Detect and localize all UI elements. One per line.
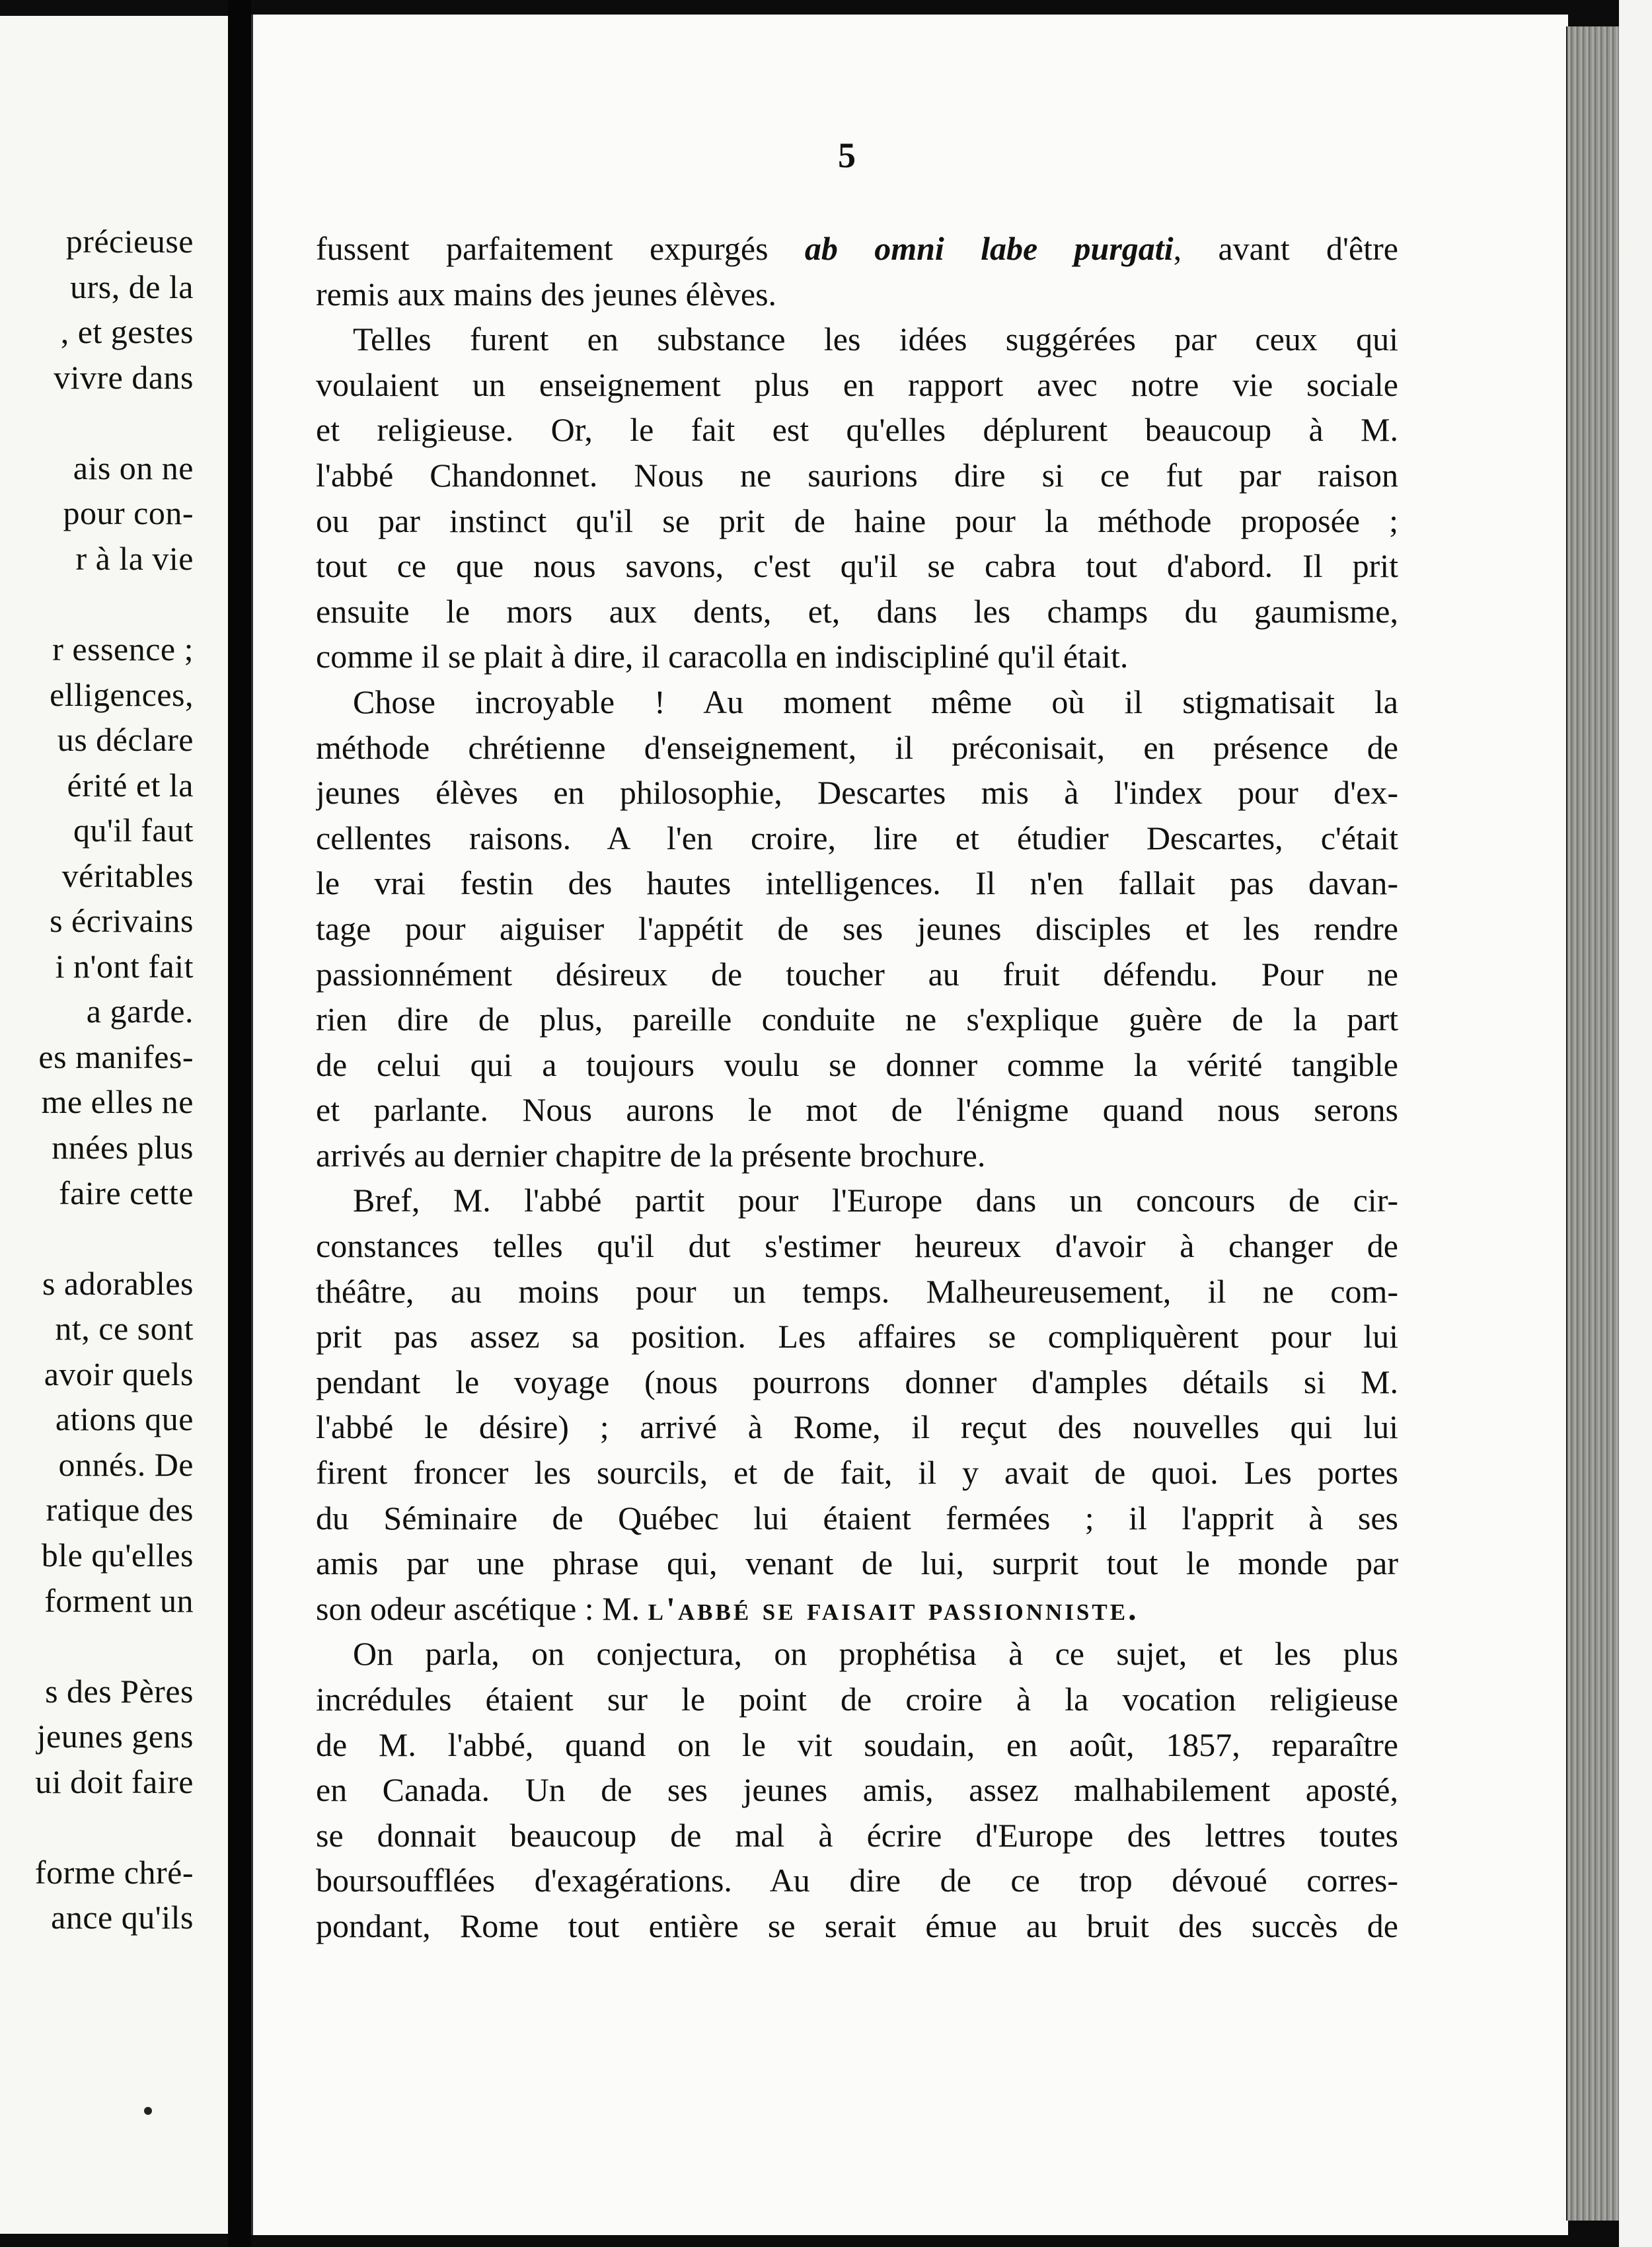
left-page-line: forme chré- <box>34 1853 194 1891</box>
text-run: théâtre, au moins pour un temps. Malheureusement, il ne com- <box>316 1272 1398 1310</box>
text-run: Bref, M. l'abbé partit pour l'Europe dans un concours de cir- <box>353 1182 1398 1219</box>
ink-dot-mark <box>144 2107 152 2115</box>
left-page-line: urs, de la <box>70 268 194 305</box>
text-run: boursoufflées d'exagérations. Au dire de ce trop dévoué corres- <box>316 1862 1398 1899</box>
text-run: l'abbé le désire) ; arrivé à Rome, il reçut des nouvelles qui lui <box>316 1408 1398 1446</box>
book-gutter <box>228 0 251 2247</box>
text-run: son odeur ascétique : M. <box>316 1589 648 1627</box>
text-run: de celui qui a toujours voulu se donner comme la vérité tangible <box>316 1046 1398 1083</box>
text-run: cellentes raisons. A l'en croire, lire et étudier Descartes, c'était <box>316 819 1398 857</box>
left-page-line: s des Pères <box>45 1672 194 1710</box>
text-line <box>316 770 1398 816</box>
left-page-line: nt, ce sont <box>55 1310 194 1348</box>
text-line <box>316 543 1398 589</box>
text-line <box>316 906 1398 952</box>
text-line <box>316 1178 1398 1223</box>
text-run: méthode chrétienne d'enseignement, il préconisait, en présence de <box>316 728 1398 766</box>
text-run: tage pour aiguiser l'appétit de ses jeunes disciples et les rendre <box>316 909 1398 947</box>
text-run: en Canada. Un de ses jeunes amis, assez malhabilement aposté, <box>316 1771 1398 1809</box>
left-page-line: érité et la <box>67 766 194 804</box>
text-run: passionnément désireux de toucher au fruit défendu. Pour ne <box>316 955 1398 993</box>
text-line <box>316 272 1398 317</box>
page-edge-stack <box>1566 26 1620 2221</box>
text-line <box>316 997 1398 1042</box>
text-line <box>316 1722 1398 1768</box>
text-line <box>316 1269 1398 1314</box>
left-page-line: r à la vie <box>75 539 194 577</box>
left-page-line: avoir quels <box>44 1355 194 1392</box>
text-run: incrédules étaient sur le point de croire à la vocation religieuse <box>316 1681 1398 1718</box>
text-line <box>316 952 1398 997</box>
left-page-line: pour con- <box>63 494 194 532</box>
left-page-line: elligences, <box>50 675 194 713</box>
left-page-line: a garde. <box>86 993 194 1030</box>
text-line <box>316 1404 1398 1450</box>
text-run: rien dire de plus, pareille conduite ne s'explique guère de la part <box>316 1001 1398 1038</box>
text-run: se donnait beaucoup de mal à écrire d'Europe des lettres toutes <box>316 1816 1398 1854</box>
text-run: ou par instinct qu'il se prit de haine pour la méthode proposée ; <box>316 502 1398 539</box>
text-run: remis aux mains des jeunes élèves. <box>316 275 777 313</box>
text-run: , avant d'être <box>1173 230 1398 267</box>
latin-phrase: ab omni labe purgati <box>804 230 1174 267</box>
text-line <box>316 1087 1398 1133</box>
left-page-line: ratique des <box>46 1491 194 1529</box>
text-line <box>316 589 1398 634</box>
text-line <box>316 1677 1398 1722</box>
text-run: le vrai festin des hautes intelligences. Il n'en fallait pas davan- <box>316 864 1398 902</box>
text-run: du Séminaire de Québec lui étaient fermées ; il l'apprit à ses <box>316 1499 1398 1537</box>
left-page-line: nnées plus <box>52 1129 194 1166</box>
text-line <box>316 634 1398 679</box>
text-line <box>316 1903 1398 1949</box>
left-page-line: ance qu'ils <box>51 1899 194 1936</box>
text-line <box>316 1314 1398 1359</box>
text-line <box>316 725 1398 771</box>
left-page-line: es manifes- <box>38 1038 194 1075</box>
text-line <box>316 860 1398 906</box>
text-run: l'abbé Chandonnet. Nous ne saurions dire si ce fut par raison <box>316 456 1398 494</box>
text-run: Telles furent en substance les idées suggérées par ceux qui <box>353 321 1398 358</box>
left-page-line: , et gestes <box>60 313 194 351</box>
left-page-line: us déclare <box>57 721 194 759</box>
text-run: de M. l'abbé, quand on le vit soudain, en août, 1857, reparaître <box>316 1726 1398 1763</box>
text-line <box>316 816 1398 861</box>
text-line <box>316 498 1398 544</box>
left-page-line: jeunes gens <box>36 1718 194 1755</box>
small-caps-phrase: l'abbé se faisait passionniste. <box>648 1589 1139 1627</box>
left-page-line: ui doit faire <box>35 1763 194 1800</box>
left-page-line: précieuse <box>65 223 194 260</box>
text-line <box>316 1858 1398 1903</box>
text-run: et parlante. Nous aurons le mot de l'énigme quand nous serons <box>316 1091 1398 1129</box>
text-run: et religieuse. Or, le fait est qu'elles déplurent beaucoup à M. <box>316 411 1398 449</box>
left-page-line: forment un <box>44 1581 194 1619</box>
text-line <box>316 362 1398 408</box>
page-body-text <box>316 226 1398 1949</box>
left-page-line: onnés. De <box>58 1445 194 1483</box>
text-run: pondant, Rome tout entière se serait émue au bruit des succès de <box>316 1907 1398 1944</box>
left-page-line: faire cette <box>59 1174 194 1211</box>
left-page-line: ble qu'elles <box>41 1536 194 1574</box>
page-number: 5 <box>838 135 856 175</box>
text-run: pendant le voyage (nous pourrons donner d'amples détails si M. <box>316 1363 1398 1400</box>
left-page-line: qu'il faut <box>73 812 194 849</box>
left-page-line: r essence ; <box>52 630 194 667</box>
text-line <box>316 1042 1398 1088</box>
text-line <box>316 1496 1398 1541</box>
text-run: amis par une phrase qui, venant de lui, surprit tout le monde par <box>316 1544 1398 1582</box>
text-line <box>316 1813 1398 1858</box>
text-line <box>316 226 1398 272</box>
text-run: comme il se plait à dire, il caracolla en indiscipliné qu'il était. <box>316 638 1129 675</box>
left-page <box>0 16 228 2234</box>
left-page-line: ais on ne <box>73 449 194 486</box>
text-line <box>316 1223 1398 1269</box>
text-line <box>316 1631 1398 1677</box>
left-page-line: s adorables <box>42 1264 194 1302</box>
text-line <box>316 1541 1398 1586</box>
text-run: tout ce que nous savons, c'est qu'il se cabra tout d'abord. Il prit <box>316 547 1398 585</box>
text-run: On parla, on conjectura, on prophétisa à ce sujet, et les plus <box>353 1635 1398 1673</box>
text-run: prit pas assez sa position. Les affaires se compliquèrent pour lui <box>316 1318 1398 1355</box>
text-run: arrivés au dernier chapitre de la présente brochure. <box>316 1136 986 1174</box>
left-page-line: véritables <box>61 857 194 894</box>
left-page-line: me elles ne <box>41 1083 194 1121</box>
text-line <box>316 1450 1398 1496</box>
left-page-line: vivre dans <box>54 358 194 396</box>
text-line <box>316 1767 1398 1813</box>
text-line <box>316 679 1398 725</box>
text-run: jeunes élèves en philosophie, Descartes mis à l'index pour d'ex- <box>316 774 1398 812</box>
text-line <box>316 1359 1398 1405</box>
text-run: firent froncer les sourcils, et de fait, il y avait de quoi. Les portes <box>316 1454 1398 1492</box>
text-run: constances telles qu'il dut s'estimer heureux d'avoir à changer de <box>316 1227 1398 1265</box>
text-line <box>316 407 1398 453</box>
text-run: voulaient un enseignement plus en rapport avec notre vie sociale <box>316 365 1398 403</box>
text-run: Chose incroyable ! Au moment même où il stigmatisait la <box>353 683 1398 720</box>
text-line <box>316 317 1398 362</box>
left-page-line: s écrivains <box>50 902 194 940</box>
text-run: ensuite le mors aux dents, et, dans les champs du gaumisme, <box>316 592 1398 630</box>
text-line <box>316 1133 1398 1178</box>
text-line <box>316 1586 1398 1632</box>
left-page-line: i n'ont fait <box>55 947 194 985</box>
scan-border <box>1619 0 1652 2247</box>
left-page-line: ations que <box>55 1400 194 1438</box>
text-line <box>316 453 1398 498</box>
text-run: fussent parfaitement expurgés <box>316 230 805 267</box>
